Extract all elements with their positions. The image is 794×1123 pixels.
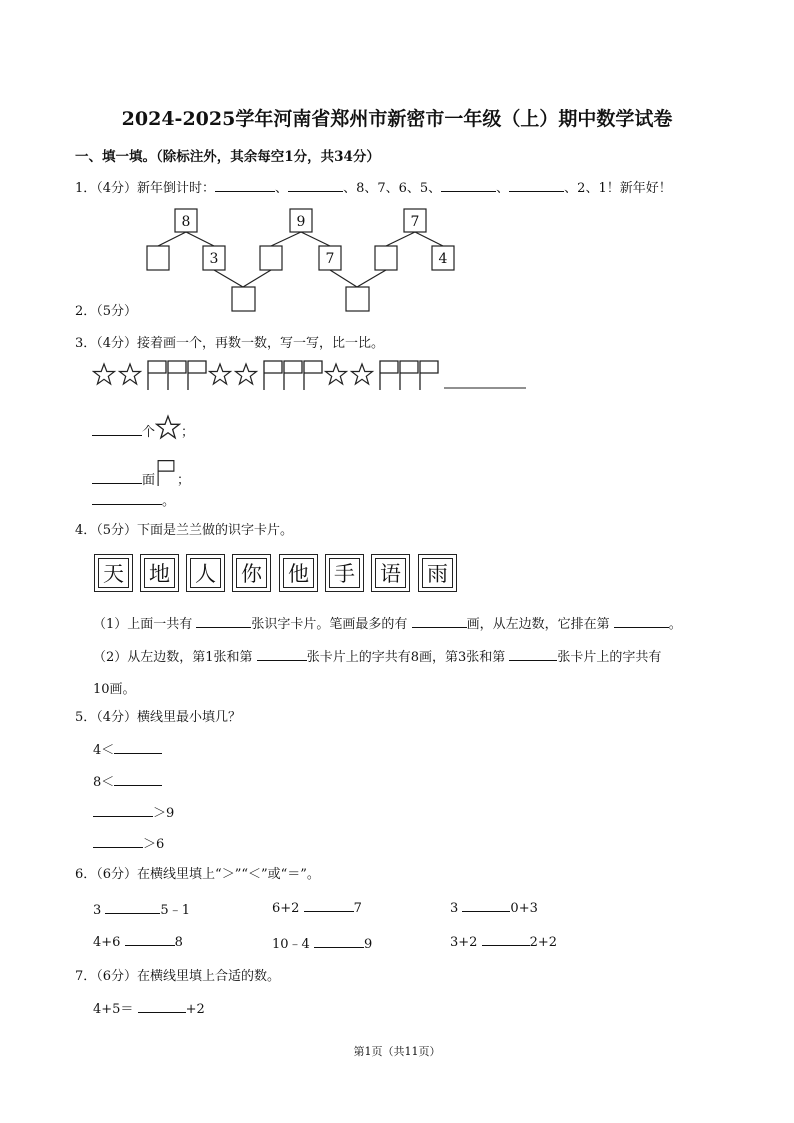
compare-item: 3 5﹣1 [93, 903, 190, 918]
answer-blank[interactable] [114, 741, 162, 754]
equation-1: 4+5＝ +2 [93, 1002, 205, 1017]
answer-box[interactable] [346, 287, 369, 311]
question-4-part-2: （2）从左边数，第1张和第 张卡片上的字共有8画，第3张和第 张卡片上的字共有 [93, 650, 662, 665]
answer-blank[interactable] [114, 773, 162, 786]
character-card: 地 [140, 554, 179, 592]
answer-box[interactable] [232, 287, 255, 311]
compare-item: 10﹣4 9 [272, 937, 373, 952]
question-4-part-2-cont: 10画。 [93, 682, 136, 697]
answer-blank[interactable] [314, 935, 364, 948]
compare-item: 6+2 7 [272, 901, 362, 916]
answer-blank[interactable] [509, 648, 557, 661]
tree-number: 3 [209, 251, 219, 267]
answer-blank[interactable] [482, 933, 530, 946]
question-4: 4．（5分）下面是兰兰做的识字卡片。 [75, 523, 294, 538]
answer-blank[interactable] [215, 179, 275, 192]
answer-blank[interactable] [462, 899, 510, 912]
flag-icon [188, 361, 206, 390]
answer-blank[interactable] [196, 615, 251, 628]
page-title: 2024-2025学年河南省郑州市新密市一年级（上）期中数学试卷 [121, 108, 673, 130]
flag-icon [155, 458, 177, 486]
character-card: 语 [371, 554, 410, 592]
answer-blank[interactable] [441, 179, 496, 192]
tree-number: 7 [410, 214, 420, 230]
star-icon [326, 364, 347, 384]
section-heading: 一、填一填。（除标注外，其余每空1分，共34分） [75, 149, 380, 165]
character-card: 他 [279, 554, 318, 592]
answer-blank[interactable] [138, 1000, 186, 1013]
question-1: 1．（4分）新年倒计时： 、 、8、7、6、5、 、 、2、1！新年好！ [75, 181, 672, 196]
star-icon [352, 364, 373, 384]
answer-blank[interactable] [614, 615, 669, 628]
compare-line: 。 [92, 490, 175, 509]
answer-blank[interactable] [509, 179, 564, 192]
answer-box[interactable] [260, 246, 282, 270]
inequality-3: ＞9 [93, 802, 174, 821]
answer-blank[interactable] [304, 899, 354, 912]
answer-blank[interactable] [92, 423, 142, 436]
tree-number: 8 [181, 214, 191, 230]
star-icon [94, 364, 115, 384]
question-3: 3．（4分）接着画一个，再数一数，写一写，比一比。 [75, 336, 385, 351]
inequality-4: ＞6 [93, 833, 164, 852]
tree-number: 4 [438, 251, 448, 267]
flag-icon [168, 361, 186, 390]
flag-icon [304, 361, 322, 390]
answer-blank[interactable] [257, 648, 307, 661]
answer-box[interactable] [147, 246, 169, 270]
star-icon [210, 364, 231, 384]
star-flag-pattern [92, 358, 532, 398]
answer-blank[interactable] [93, 804, 153, 817]
flag-count-line: 面 ； [92, 458, 190, 488]
answer-blank[interactable] [92, 471, 142, 484]
flag-icon [148, 361, 166, 390]
question-7: 7．（6分）在横线里填上合适的数。 [75, 969, 281, 984]
page-footer: 第1页（共11页） [353, 1045, 441, 1058]
question-6: 6．（6分）在横线里填上“＞”“＜”或“＝”。 [75, 867, 320, 882]
question-5: 5．（4分）横线里最小填几？ [75, 710, 242, 725]
star-icon [155, 414, 181, 440]
answer-blank[interactable] [125, 933, 175, 946]
character-card: 雨 [418, 554, 457, 592]
star-count-line: 个 ； [92, 414, 194, 440]
character-card: 人 [186, 554, 225, 592]
compare-item: 3 0+3 [450, 901, 538, 916]
answer-blank[interactable] [92, 492, 162, 505]
compare-item: 4+6 8 [93, 935, 183, 950]
answer-blank[interactable] [93, 835, 143, 848]
question-4-part-1: （1）上面一共有 张识字卡片。笔画最多的有 画，从左边数，它排在第 。 [93, 617, 682, 632]
answer-blank[interactable] [412, 615, 467, 628]
flag-icon [400, 361, 418, 390]
character-card: 天 [94, 554, 133, 592]
star-icon [236, 364, 257, 384]
answer-box[interactable] [375, 246, 397, 270]
flag-icon [420, 361, 438, 390]
inequality-2: 8＜ [93, 771, 162, 790]
character-card: 手 [325, 554, 364, 592]
number-tree-diagram [140, 203, 470, 315]
tree-number: 9 [296, 214, 306, 230]
character-card: 你 [232, 554, 271, 592]
flag-icon [264, 361, 282, 390]
answer-blank[interactable] [105, 901, 160, 914]
inequality-1: 4＜ [93, 739, 162, 758]
flag-icon [380, 361, 398, 390]
star-icon [120, 364, 141, 384]
answer-blank[interactable] [288, 179, 343, 192]
compare-item: 3+2 2+2 [450, 935, 558, 950]
flag-icon [284, 361, 302, 390]
tree-number: 7 [325, 251, 335, 267]
question-2: 2．（5分） [75, 304, 138, 319]
